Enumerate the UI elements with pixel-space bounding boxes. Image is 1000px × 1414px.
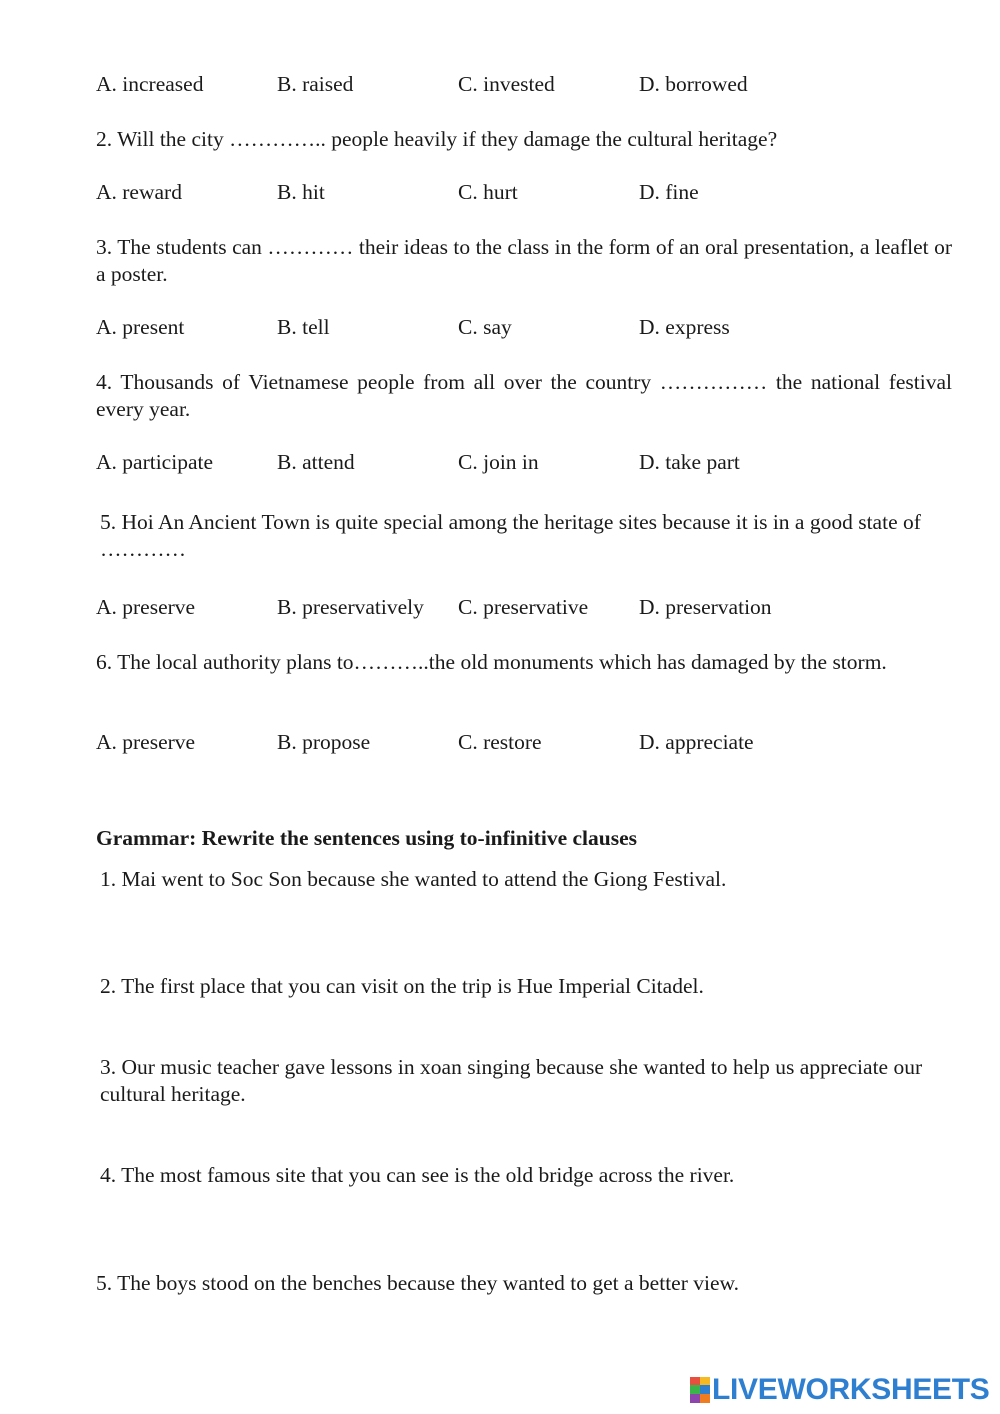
q5-option-c: C. preservative	[458, 595, 589, 619]
q2-option-a: A. reward	[96, 180, 182, 204]
liveworksheets-logo	[690, 1374, 990, 1406]
grammar-sentence-4: 4. The most famous site that you can see is the old bridge across the river.	[100, 1163, 735, 1187]
q5-option-a: A. preserve	[96, 595, 196, 619]
q2-option-c: C. hurt	[458, 180, 518, 204]
question-4-text: 4. Thousands of Vietnamese people from all over the country …………… the national festival every year.	[96, 370, 952, 421]
grammar-sentence-1: 1. Mai went to Soc Son because she wanted to attend the Giong Festival.	[100, 867, 727, 891]
question-3-text: 3. The students can ………… their ideas to the class in the form of an oral presentation, a leaflet or a poster.	[96, 235, 952, 286]
q3-option-a: A. present	[96, 315, 185, 339]
question-5-text: 5. Hoi An Ancient Town is quite special among the heritage sites because it is in a good state of …………	[100, 510, 921, 561]
q2-option-d: D. fine	[639, 180, 699, 204]
q6-option-b: B. propose	[277, 730, 371, 754]
q3-option-c: C. say	[458, 315, 512, 339]
q3-option-d: D. express	[639, 315, 730, 339]
q1-option-d: D. borrowed	[639, 72, 748, 96]
q2-option-b: B. hit	[277, 180, 325, 204]
liveworksheets-logo-icon	[690, 1377, 710, 1403]
grammar-sentence-5: 5. The boys stood on the benches because they wanted to get a better view.	[96, 1271, 740, 1295]
q4-option-a: A. participate	[96, 450, 214, 474]
question-6-text: 6. The local authority plans to………..the old monuments which has damaged by the storm.	[96, 650, 887, 674]
q6-option-c: C. restore	[458, 730, 542, 754]
liveworksheets-logo-text: LIVEWORKSHEETS	[712, 1373, 990, 1406]
grammar-sentence-3: 3. Our music teacher gave lessons in xoan singing because she wanted to help us appreciate our cultural heritage.	[100, 1055, 923, 1106]
q1-option-c: C. invested	[458, 72, 555, 96]
grammar-sentence-2: 2. The first place that you can visit on the trip is Hue Imperial Citadel.	[100, 974, 704, 998]
q4-option-b: B. attend	[277, 450, 355, 474]
q1-option-b: B. raised	[277, 72, 354, 96]
q5-option-b: B. preservatively	[277, 595, 424, 619]
q4-option-d: D. take part	[639, 450, 740, 474]
q5-option-d: D. preservation	[639, 595, 772, 619]
grammar-heading: Grammar: Rewrite the sentences using to-infinitive clauses	[96, 826, 637, 850]
q6-option-a: A. preserve	[96, 730, 196, 754]
q1-option-a: A. increased	[96, 72, 204, 96]
question-2-text: 2. Will the city ………….. people heavily if they damage the cultural heritage?	[96, 127, 778, 151]
q4-option-c: C. join in	[458, 450, 539, 474]
q6-option-d: D. appreciate	[639, 730, 754, 754]
q3-option-b: B. tell	[277, 315, 330, 339]
